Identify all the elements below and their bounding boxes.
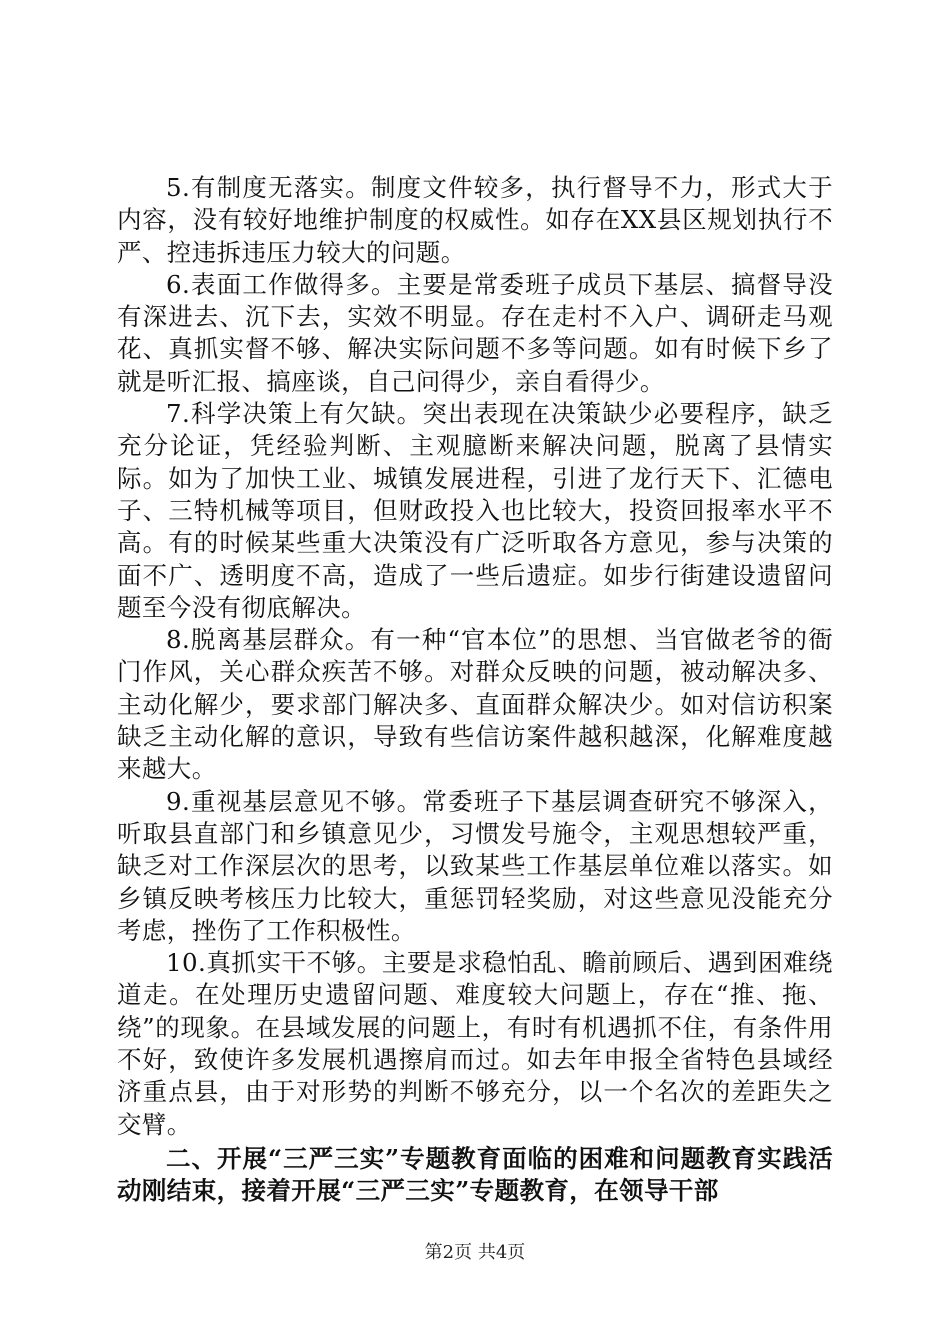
paragraph-item-5: 5.有制度无落实。制度文件较多，执行督导不力，形式大于内容，没有较好地维护制度的权威性。如存在XX县区规划执行不严、控违拆违压力较大的问题。 xyxy=(117,173,833,267)
paragraph-item-6: 6.表面工作做得多。主要是常委班子成员下基层、搞督导没有深进去、沉下去，实效不明显。存在走村不入户、调研走马观花、真抓实督不够、解决实际问题不多等问题。如有时候下乡了就是听汇报、搞座谈，自己问得少，亲自看得少。 xyxy=(117,269,833,396)
section-heading: 二、开展“三严三实”专题教育面临的困难和问题教育实践活动刚结束，接着开展“三严三实”专题教育，在领导干部 xyxy=(117,1143,833,1206)
paragraph-item-8: 8.脱离基层群众。有一种“官本位”的思想、当官做老爷的衙门作风，关心群众疾苦不够。对群众反映的问题，被动解决多、主动化解少，要求部门解决多、直面群众解决少。如对信访积案缺乏主动化解的意识，导致有些信访案件越积越深，化解难度越来越大。 xyxy=(117,625,833,784)
document-body xyxy=(117,172,833,1208)
paragraph-item-9: 9.重视基层意见不够。常委班子下基层调查研究不够深入，听取县直部门和乡镇意见少，习惯发号施令，主观思想较严重，缺乏对工作深层次的思考，以致某些工作基层单位难以落实。如乡镇反映考核压力比较大，重惩罚轻奖励，对这些意见没能充分考虑，挫伤了工作积极性。 xyxy=(117,786,833,945)
paragraph-item-10: 10.真抓实干不够。主要是求稳怕乱、瞻前顾后、遇到困难绕道走。在处理历史遗留问题、难度较大问题上，存在“推、拖、绕”的现象。在县域发展的问题上，有时有机遇抓不住，有条件用不好，致使许多发展机遇擦肩而过。如去年申报全省特色县域经济重点县，由于对形势的判断不够充分，以一个名次的差距失之交臂。 xyxy=(117,948,833,1139)
page-footer: 第2页 共4页 xyxy=(424,1242,526,1263)
paragraph-item-7: 7.科学决策上有欠缺。突出表现在决策缺少必要程序，缺乏充分论证，凭经验判断、主观臆断来解决问题，脱离了县情实际。如为了加快工业、城镇发展进程，引进了龙行天下、汇德电子、三特机械等项目，但财政投入也比较大，投资回报率水平不高。有的时候某些重大决策没有广泛听取各方意见，参与决策的面不广、透明度不高，造成了一些后遗症。如步行街建设遗留问题至今没有彻底解决。 xyxy=(117,399,833,622)
